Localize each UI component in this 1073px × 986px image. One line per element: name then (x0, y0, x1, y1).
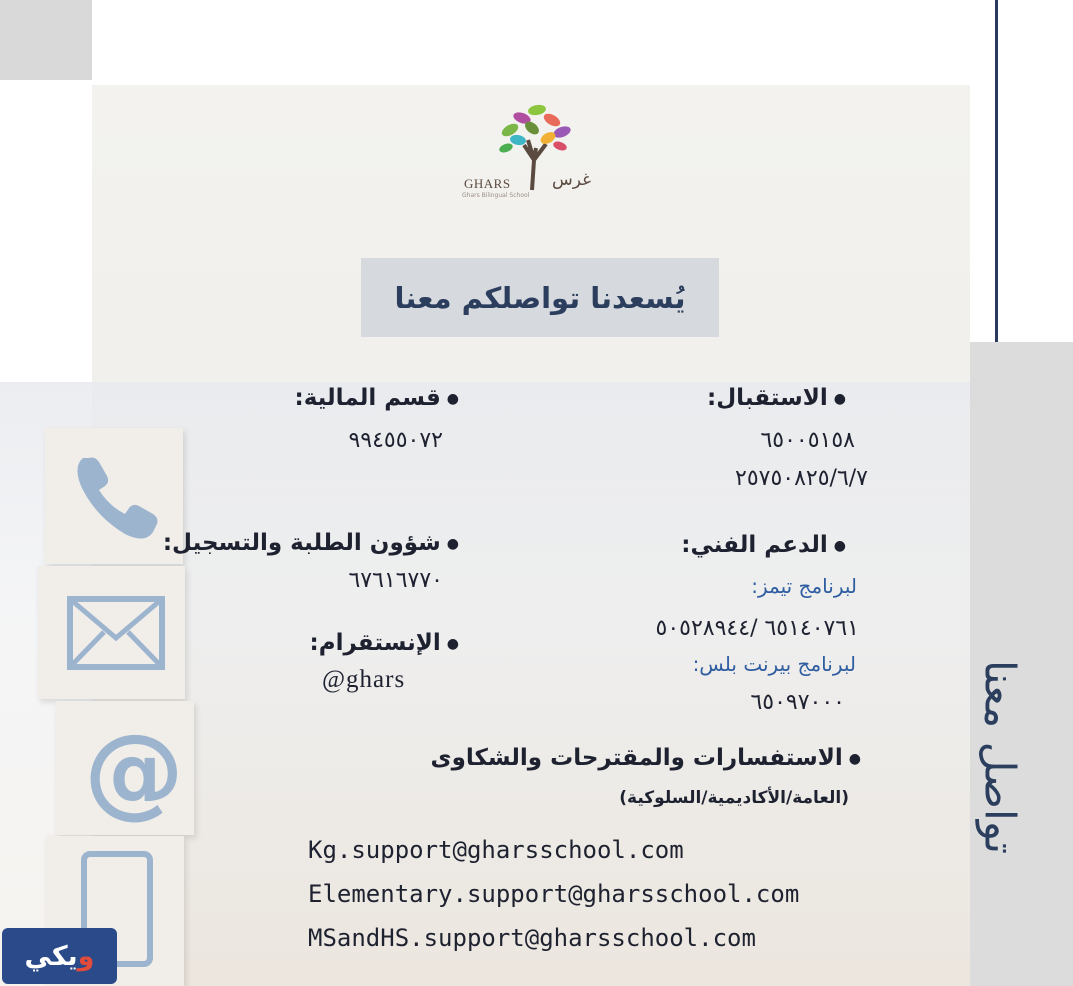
inquiries-label: ●الاستفسارات والمقترحات والشكاوى (430, 745, 861, 771)
instagram-handle[interactable]: @ghars (322, 666, 406, 693)
headline: يُسعدنا تواصلكم معنا (394, 280, 686, 315)
finance-label: ●قسم المالية: (294, 385, 459, 411)
student-affairs-number: ٦٧٦١٦٧٧٠ (348, 568, 443, 593)
logo-latin: GHARS (464, 176, 511, 191)
finance-number: ٩٩٤٥٥٠٧٢ (348, 428, 443, 453)
svg-text:@: @ (84, 712, 184, 829)
mail-icon (38, 566, 185, 699)
instagram-label: ●الإنستقرام: (309, 630, 459, 656)
side-title: تواصل معنا (975, 660, 1025, 855)
tech-support-label: ●الدعم الفني: (681, 532, 846, 558)
teams-numbers: ٦٥١٤٠٧٦١ /٥٠٥٢٨٩٤٤ (655, 616, 859, 641)
at-cube (56, 701, 194, 835)
email-elementary[interactable]: Elementary.support@gharsschool.com (308, 880, 800, 908)
mail-cube (38, 566, 185, 699)
teams-label: لبرنامج تيمز: (751, 574, 857, 598)
inquiries-sub: (العامة/الأكاديمية/السلوكية) (619, 788, 849, 808)
corner-block (0, 0, 92, 80)
headline-box (361, 258, 719, 337)
printplus-label: لبرنامج بيرنت بلس: (692, 652, 856, 676)
logo-arabic: غرس (552, 170, 592, 190)
at-sign-icon (56, 701, 194, 835)
wiki-watermark-logo: ويكي (2, 928, 117, 984)
logo-subtitle: Ghars Bilingual School (462, 192, 530, 199)
ghars-logo (462, 100, 612, 200)
reception-number-2: ٢٥٧٥٠٨٢٥/٦/٧ (735, 466, 868, 491)
email-kg[interactable]: Kg.support@gharsschool.com (308, 836, 684, 864)
reception-label: ●الاستقبال: (707, 385, 846, 411)
reception-number-1: ٦٥٠٠٥١٥٨ (760, 428, 855, 453)
student-affairs-label: ●شؤون الطلبة والتسجيل: (162, 530, 459, 556)
email-msandhs[interactable]: MSandHS.support@gharsschool.com (308, 924, 756, 952)
printplus-number: ٦٥٠٩٧٠٠٠ (750, 690, 845, 715)
